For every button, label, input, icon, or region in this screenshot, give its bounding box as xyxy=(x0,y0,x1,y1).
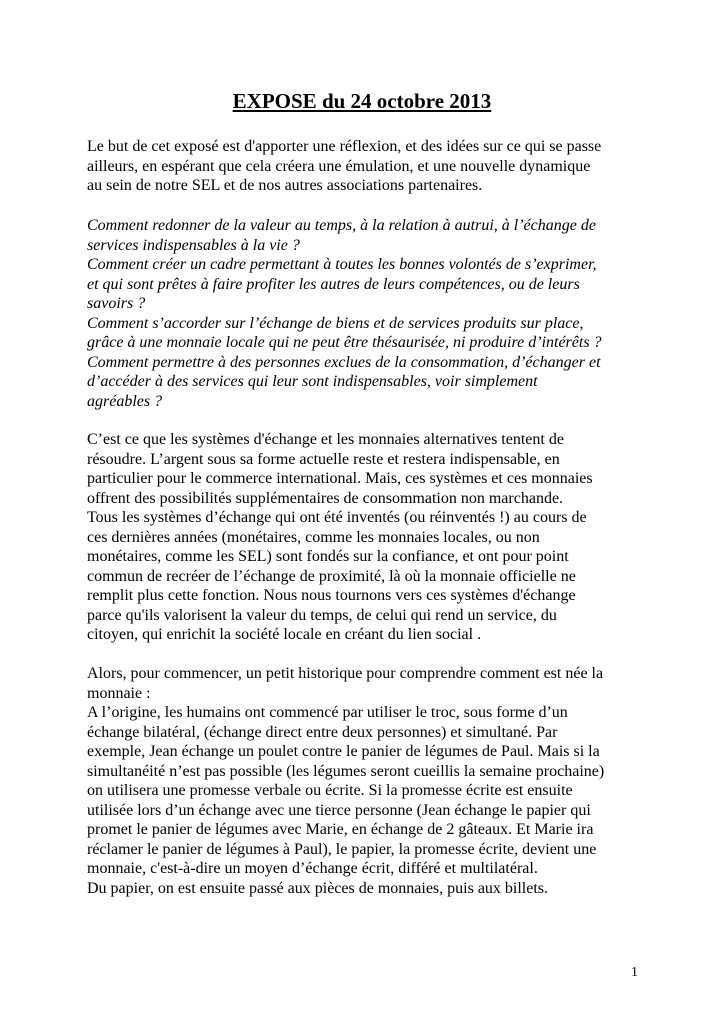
text-line: utilisée lors d’un échange avec une tierce personne (Jean échange le papier qui xyxy=(87,801,591,819)
paragraph-intro xyxy=(87,137,657,196)
text-line: agréables ? xyxy=(87,392,163,410)
text-line: Comment s’accorder sur l’échange de biens et de services produits sur place, xyxy=(87,314,584,332)
text-line: d’accéder à des services qui leur sont indispensables, voir simplement xyxy=(87,373,538,390)
text-line: citoyen, qui enrichit la société locale en créant du lien social . xyxy=(87,626,482,643)
text-line: grâce à une monnaie locale qui ne peut être thésaurisée, ni produire d’intérêts ? xyxy=(87,334,602,351)
paragraph-systems xyxy=(87,430,657,645)
text-line: monétaires, comme les SEL) sont fondés sur la confiance, et ont pour point xyxy=(87,548,569,565)
text-line: Tous les systèmes d’échange qui ont été inventés (ou réinventés !) au cours de xyxy=(87,509,587,526)
text-line: Du papier, on est ensuite passé aux pièces de monnaies, puis aux billets. xyxy=(87,879,549,897)
text-line: promet le panier de légumes avec Marie, en échange de 2 gâteaux. Et Marie ira xyxy=(87,821,594,838)
text-line: échange bilatéral, (échange direct entre deux personnes) et simultané. Par xyxy=(87,723,558,741)
text-line: résoudre. L’argent sous sa forme actuelle reste et restera indispensable, en xyxy=(87,450,560,468)
text-line: monnaie : xyxy=(87,684,151,702)
page-number: 1 xyxy=(631,965,638,980)
text-line: Comment redonner de la valeur au temps, à la relation à autrui, à l’échange de xyxy=(87,217,596,234)
text-line: offrent des possibilités supplémentaires de consommation non marchande. xyxy=(87,489,564,507)
text-line: ces dernières années (monétaires, comme les monnaies locales, ou non xyxy=(87,528,540,546)
text-line: Comment permettre à des personnes exclues de la consommation, d’échanger et xyxy=(87,353,601,371)
text-line: Le but de cet exposé est d'apporter une réflexion, et des idées sur ce qui se passe xyxy=(87,138,602,155)
text-line: simultanéité n’est pas possible (les légumes seront cueillis la semaine prochaine) xyxy=(87,762,605,780)
text-line: exemple, Jean échange un poulet contre le panier de légumes de Paul. Mais si la xyxy=(87,743,600,760)
text-line: A l’origine, les humains ont commencé par utiliser le troc, sous forme d’un xyxy=(87,704,568,721)
text-line: savoirs ? xyxy=(87,295,146,312)
text-line: et qui sont prêtes à faire profiter les autres de leurs compétences, ou de leurs xyxy=(87,275,580,293)
text-line: Comment créer un cadre permettant à toutes les bonnes volontés de s’exprimer, xyxy=(87,256,597,273)
text-line: ailleurs, en espérant que cela créera une émulation, et une nouvelle dynamique xyxy=(87,157,591,175)
paragraph-history xyxy=(87,664,657,898)
text-line: réclamer le panier de légumes à Paul), le papier, la promesse écrite, devient une xyxy=(87,840,597,858)
text-line: au sein de notre SEL et de nos autres associations partenaires. xyxy=(87,177,483,194)
text-line: C’est ce que les systèmes d'échange et les monnaies alternatives tentent de xyxy=(87,431,564,448)
text-line: on utilisera une promesse verbale ou écrite. Si la promesse écrite est ensuite xyxy=(87,782,573,799)
text-line: Alors, pour commencer, un petit historique pour comprendre comment est née la xyxy=(87,665,604,682)
text-line: particulier pour le commerce international. Mais, ces systèmes et ces monnaies xyxy=(87,470,593,487)
document-title: EXPOSE du 24 octobre 2013 xyxy=(232,89,492,113)
text-line: monnaie, c'est-à-dire un moyen d’échange écrit, différé et multilatéral. xyxy=(87,860,538,877)
text-line: parce qu'ils valorisent la valeur du temps, de celui qui rend un service, du xyxy=(87,606,557,624)
text-line: services indispensables à la vie ? xyxy=(87,236,300,254)
text-line: remplit plus cette fonction. Nous nous tournons vers ces systèmes d'échange xyxy=(87,587,576,604)
text-line: commun de recréer de l’échange de proximité, là où la monnaie officielle ne xyxy=(87,567,576,585)
paragraph-questions xyxy=(87,216,657,411)
